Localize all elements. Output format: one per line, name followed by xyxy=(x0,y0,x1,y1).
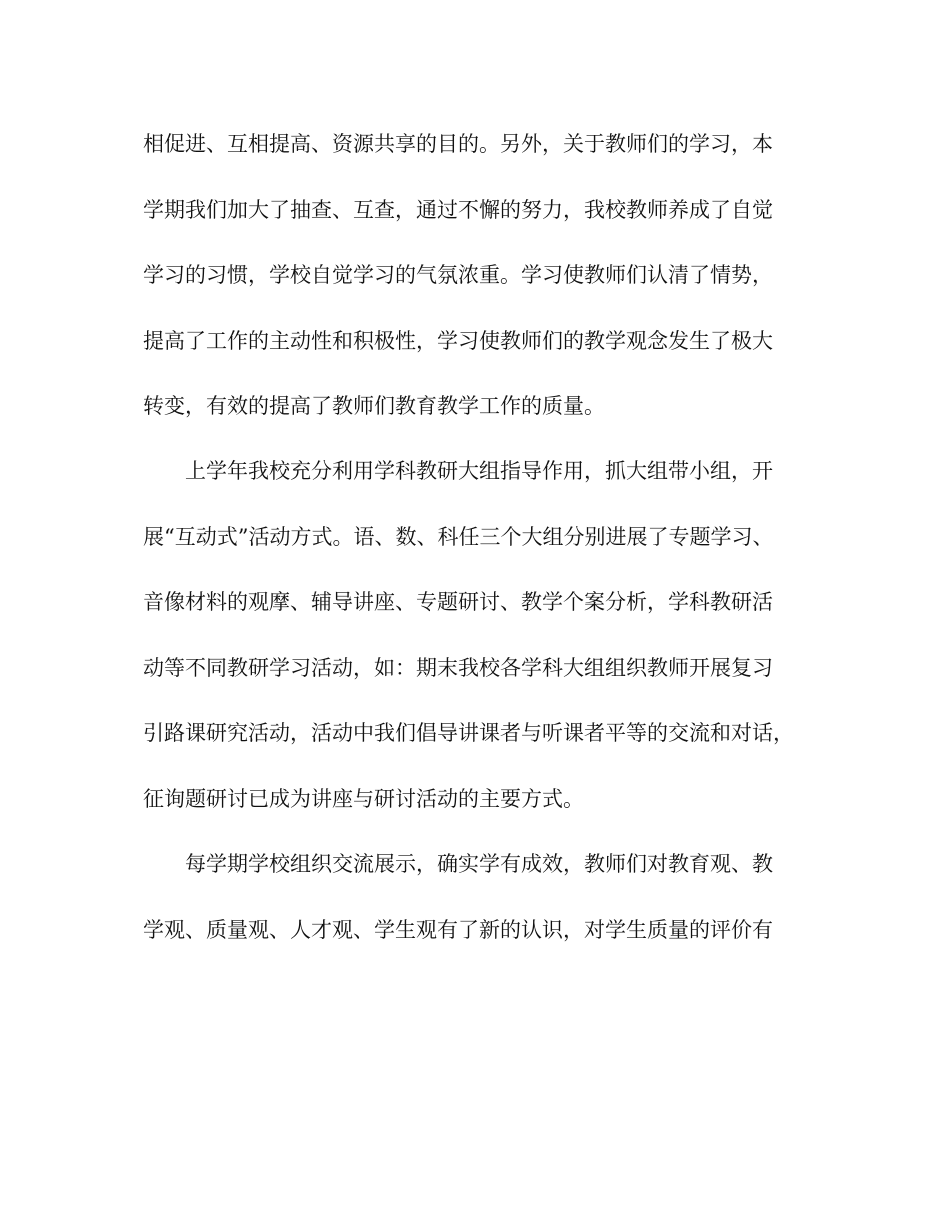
text-line: 征询题研讨已成为讲座与研讨活动的主要方式。 xyxy=(143,787,584,811)
text-line: 展“互动式”活动方式。语、数、科任三个大组分别进展了专题学习、 xyxy=(143,525,774,549)
text-line: 引路课研究活动，活动中我们倡导讲课者与听课者平等的交流和对话， xyxy=(143,721,794,745)
text-line: 动等不同教研学习活动，如：期末我校各学科大组组织教师开展复习 xyxy=(143,656,773,680)
text-line: 提高了工作的主动性和积极性，学习使教师们的教学观念发生了极大 xyxy=(143,329,773,353)
text-line: 相促进、互相提高、资源共享的目的。另外，关于教师们的学习，本 xyxy=(143,132,773,156)
text-line: 学习的习惯，学校自觉学习的气氛浓重。学习使教师们认清了情势， xyxy=(143,263,773,287)
paragraph-first-line: 上学年我校充分利用学科教研大组指导作用，抓大组带小组，开 xyxy=(185,459,773,483)
paragraph-first-line: 每学期学校组织交流展示，确实学有成效，教师们对教育观、教 xyxy=(185,852,773,876)
text-line: 转变，有效的提高了教师们教育教学工作的质量。 xyxy=(143,394,605,418)
text-line: 学期我们加大了抽查、互查，通过不懈的努力，我校教师养成了自觉 xyxy=(143,198,773,222)
text-line: 学观、质量观、人才观、学生观有了新的认识，对学生质量的评价有 xyxy=(143,918,773,942)
text-line: 音像材料的观摩、辅导讲座、专题研讨、教学个案分析，学科教研活 xyxy=(143,590,773,614)
